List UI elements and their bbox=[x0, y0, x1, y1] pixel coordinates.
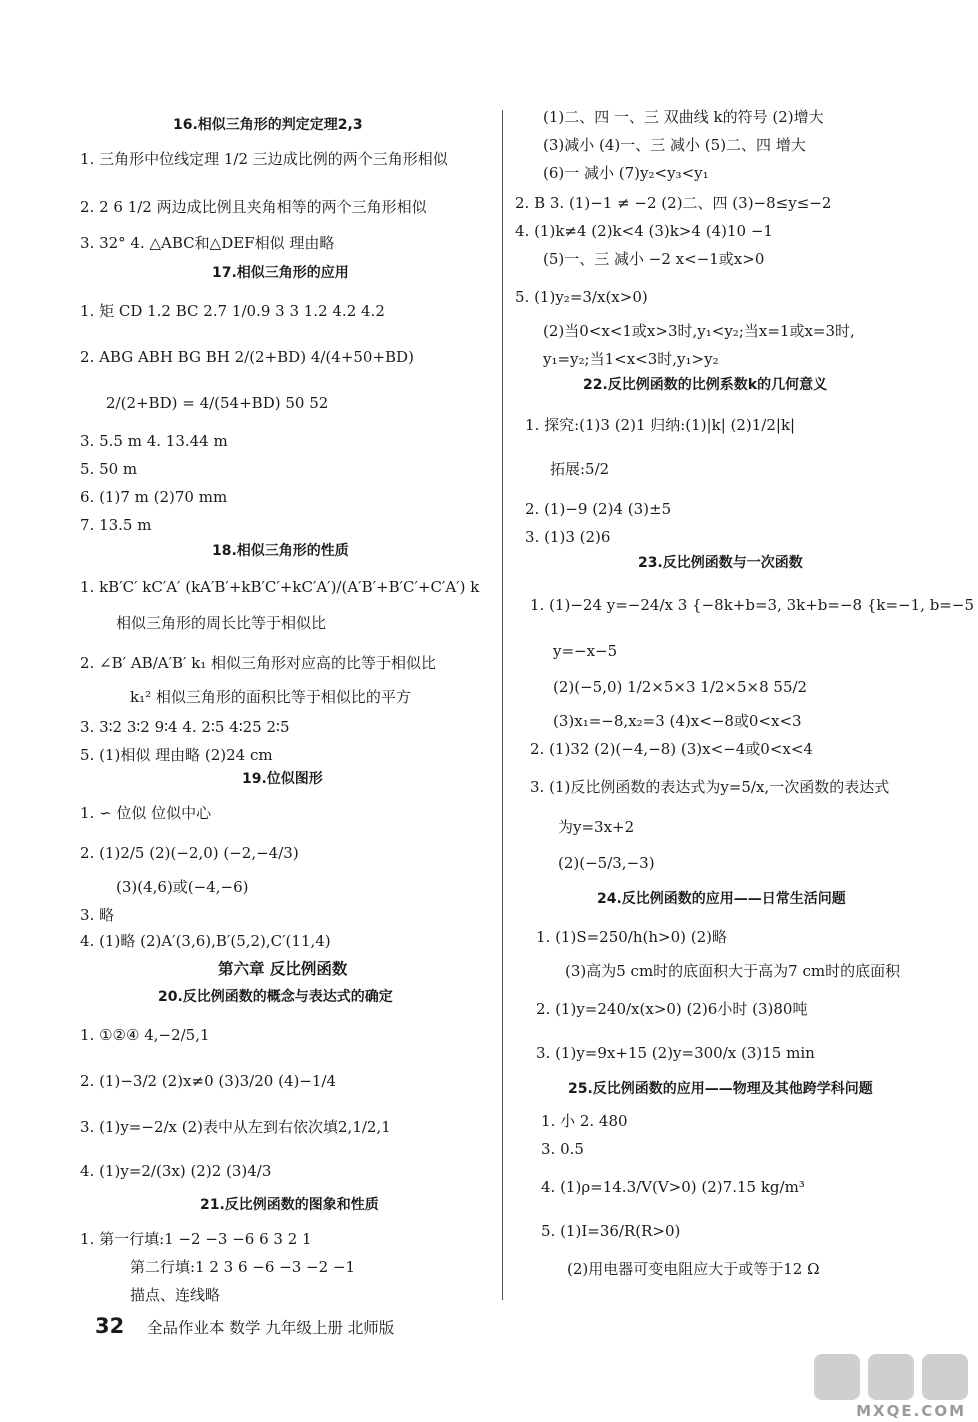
answer-line: 1. (1)−24 y=−24/x 3 {−8k+b=3, 3k+b=−8 {k=−1, b=−5 bbox=[530, 596, 974, 614]
answer-line: 2. (1)2/5 (2)(−2,0) (−2,−4/3) bbox=[80, 844, 299, 862]
book-info: 全品作业本 数学 九年级上册 北师版 bbox=[147, 1319, 395, 1337]
answer-line: 为y=3x+2 bbox=[558, 818, 635, 836]
watermark-logo-tile bbox=[814, 1354, 860, 1400]
answer-line: (3)减小 (4)一、三 减小 (5)二、四 增大 bbox=[543, 136, 806, 154]
answer-line: 4. (1)ρ=14.3/V(V>0) (2)7.15 kg/m³ bbox=[541, 1178, 805, 1196]
page-number: 32 bbox=[95, 1314, 125, 1338]
answer-line: 5. (1)y₂=3/x(x>0) bbox=[515, 288, 648, 306]
answer-line: (2)(−5,0) 1/2×5×3 1/2×5×8 55/2 bbox=[553, 678, 808, 696]
section-title: 25.反比例函数的应用——物理及其他跨学科问题 bbox=[568, 1081, 873, 1097]
answer-line: 3. 32° 4. △ABC和△DEF相似 理由略 bbox=[80, 234, 335, 252]
chapter-title: 第六章 反比例函数 bbox=[218, 960, 348, 978]
answer-line: 5. (1)I=36/R(R>0) bbox=[541, 1222, 681, 1240]
answer-line: k₁² 相似三角形的面积比等于相似比的平方 bbox=[130, 688, 411, 706]
answer-line: 3. (1)y=9x+15 (2)y=300/x (3)15 min bbox=[536, 1044, 815, 1062]
answer-line: 6. (1)7 m (2)70 mm bbox=[80, 488, 228, 506]
answer-line: 2. (1)−9 (2)4 (3)±5 bbox=[525, 500, 672, 518]
answer-line: (5)一、三 减小 −2 x<−1或x>0 bbox=[543, 250, 765, 268]
watermark-url: MXQE.COM bbox=[856, 1402, 966, 1420]
answer-line: 2. B 3. (1)−1 ≠ −2 (2)二、四 (3)−8≤y≤−2 bbox=[515, 194, 832, 212]
section-title: 18.相似三角形的性质 bbox=[212, 543, 349, 559]
answer-line: y₁=y₂;当1<x<3时,y₁>y₂ bbox=[543, 350, 719, 368]
answer-line: 1. 三角形中位线定理 1/2 三边成比例的两个三角形相似 bbox=[80, 150, 448, 168]
answer-line: 4. (1)略 (2)A′(3,6),B′(5,2),C′(11,4) bbox=[80, 932, 331, 950]
watermark-logo bbox=[812, 1348, 972, 1408]
answer-line: 1. 矩 CD 1.2 BC 2.7 1/0.9 3 3 1.2 4.2 4.2 bbox=[80, 302, 385, 320]
section-title: 19.位似图形 bbox=[242, 771, 323, 787]
answer-line: 3. (1)反比例函数的表达式为y=5/x,一次函数的表达式 bbox=[530, 778, 890, 796]
answer-line: 1. ∽ 位似 位似中心 bbox=[80, 804, 212, 822]
answer-line: 2/(2+BD) = 4/(54+BD) 50 52 bbox=[106, 394, 329, 412]
answer-line: (6)一 减小 (7)y₂<y₃<y₁ bbox=[543, 164, 709, 182]
answer-line: 4. (1)k≠4 (2)k<4 (3)k>4 (4)10 −1 bbox=[515, 222, 773, 240]
answer-line: 2. ∠B′ AB/A′B′ k₁ 相似三角形对应高的比等于相似比 bbox=[80, 654, 437, 672]
section-title: 24.反比例函数的应用——日常生活问题 bbox=[597, 891, 846, 907]
answer-line: 1. kB′C′ kC′A′ (kA′B′+kB′C′+kC′A′)/(A′B′+B′C′+C′A′) k bbox=[80, 578, 480, 596]
answer-line: 3. 0.5 bbox=[541, 1140, 584, 1158]
answer-line: 3. 3∶2 3∶2 9∶4 4. 2∶5 4∶25 2∶5 bbox=[80, 718, 290, 736]
answer-line: 1. (1)S=250/h(h>0) (2)略 bbox=[536, 928, 728, 946]
answer-line: 2. (1)y=240/x(x>0) (2)6小时 (3)80吨 bbox=[536, 1000, 808, 1018]
section-title: 23.反比例函数与一次函数 bbox=[638, 555, 803, 571]
answer-line: 2. (1)−3/2 (2)x≠0 (3)3/20 (4)−1/4 bbox=[80, 1072, 337, 1090]
answer-line: 1. 小 2. 480 bbox=[541, 1112, 628, 1130]
answer-line: 描点、连线略 bbox=[130, 1286, 221, 1304]
answer-line: (3)x₁=−8,x₂=3 (4)x<−8或0<x<3 bbox=[553, 712, 802, 730]
answer-line: 2. 2 6 1/2 两边成比例且夹角相等的两个三角形相似 bbox=[80, 198, 427, 216]
answer-line: 7. 13.5 m bbox=[80, 516, 152, 534]
answer-line: 1. ①②④ 4,−2/5,1 bbox=[80, 1026, 210, 1044]
answer-line: 2. (1)32 (2)(−4,−8) (3)x<−4或0<x<4 bbox=[530, 740, 813, 758]
section-title: 21.反比例函数的图象和性质 bbox=[200, 1197, 379, 1213]
answer-line: 5. (1)相似 理由略 (2)24 cm bbox=[80, 746, 273, 764]
answer-line: (2)(−5/3,−3) bbox=[558, 854, 655, 872]
answer-line: 第二行填:1 2 3 6 −6 −3 −2 −1 bbox=[130, 1258, 356, 1276]
answer-line: 5. 50 m bbox=[80, 460, 138, 478]
answer-line: 拓展:5/2 bbox=[550, 460, 610, 478]
answer-line: 相似三角形的周长比等于相似比 bbox=[116, 614, 327, 632]
section-title: 20.反比例函数的概念与表达式的确定 bbox=[158, 989, 393, 1005]
watermark-logo-tile bbox=[868, 1354, 914, 1400]
answer-line: (3)(4,6)或(−4,−6) bbox=[116, 878, 249, 896]
watermark-logo-tile bbox=[922, 1354, 968, 1400]
answer-line: 4. (1)y=2/(3x) (2)2 (3)4/3 bbox=[80, 1162, 272, 1180]
answer-line: 3. (1)3 (2)6 bbox=[525, 528, 611, 546]
answer-line: 3. (1)y=−2/x (2)表中从左到右依次填2,1/2,1 bbox=[80, 1118, 391, 1136]
answer-line: (3)高为5 cm时的底面积大于高为7 cm时的底面积 bbox=[565, 962, 901, 980]
answer-line: 3. 略 bbox=[80, 906, 115, 924]
answer-line: (1)二、四 一、三 双曲线 k的符号 (2)增大 bbox=[543, 108, 824, 126]
answer-line: (2)用电器可变电阻应大于或等于12 Ω bbox=[567, 1260, 820, 1278]
answer-line: y=−x−5 bbox=[553, 642, 618, 660]
section-title: 16.相似三角形的判定定理2,3 bbox=[173, 117, 363, 133]
column-divider bbox=[502, 110, 503, 1300]
section-title: 17.相似三角形的应用 bbox=[212, 265, 349, 281]
answer-line: (2)当0<x<1或x>3时,y₁<y₂;当x=1或x=3时, bbox=[543, 322, 855, 340]
answer-line: 1. 第一行填:1 −2 −3 −6 6 3 2 1 bbox=[80, 1230, 312, 1248]
section-title: 22.反比例函数的比例系数k的几何意义 bbox=[583, 377, 828, 393]
answer-line: 1. 探究:(1)3 (2)1 归纳:(1)|k| (2)1/2|k| bbox=[525, 416, 796, 434]
answer-line: 2. ABG ABH BG BH 2/(2+BD) 4/(4+50+BD) bbox=[80, 348, 414, 366]
answer-line: 3. 5.5 m 4. 13.44 m bbox=[80, 432, 228, 450]
